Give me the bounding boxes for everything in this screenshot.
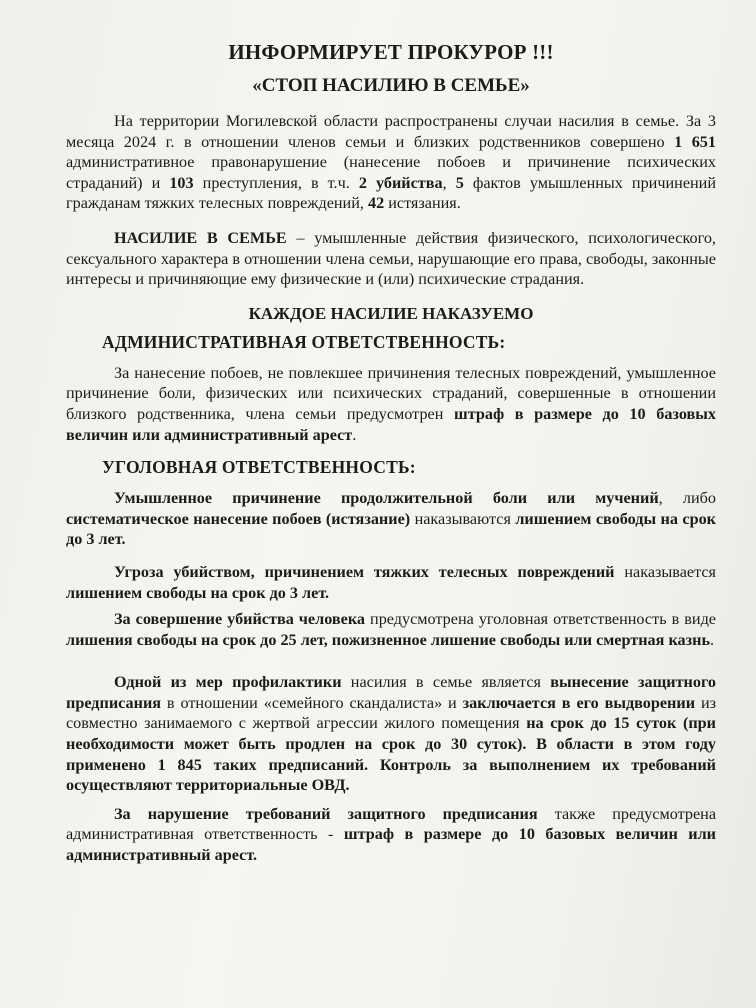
- stat-crimes: 103: [169, 173, 194, 192]
- text-run: административное правонарушение (нанесение побоев и причинение психических страданий) и: [66, 153, 716, 192]
- penalty-text: штраф в размере до 10 базовых величин или административный арест: [66, 404, 716, 444]
- stat-torture: 42: [367, 194, 385, 213]
- stat-injuries: 5: [455, 173, 464, 192]
- definition-text: – умышленные действия физического, психологического, сексуального характера в отношении члена семьи, нарушающие его права, свободы, законные интересы и причиняющие ему физические и (или) психические страдания.: [66, 228, 716, 289]
- text-run: фактов умышленных причинений гражданам тяжких телесных повреждений,: [66, 173, 716, 213]
- text-run: лишения свободы на срок до 25 лет, пожизненное лишение свободы или смертная казнь: [66, 630, 711, 649]
- text-run: в отношении «семейного скандалиста» и: [161, 693, 463, 712]
- text-run: Одной из мер профилактики: [114, 673, 342, 692]
- text-run: ,: [442, 173, 456, 192]
- text-run: За нарушение требований защитного предписания: [114, 804, 538, 823]
- text-run: заключается в его выдворении: [462, 693, 696, 712]
- definition-term: НАСИЛИЕ В СЕМЬЕ: [114, 228, 287, 247]
- heading-administrative-liability: АДМИНИСТРАТИВНАЯ ОТВЕТСТВЕННОСТЬ:: [102, 331, 506, 352]
- text-run: из совместно занимаемого с жертвой агрессии жилого помещения: [66, 693, 717, 733]
- text-run: насилия в семье является: [341, 673, 551, 692]
- criminal-paragraph-torture: [66, 488, 716, 550]
- definition-paragraph: [66, 228, 716, 290]
- text-run: Умышленное причинение продолжительной боли или мучений: [114, 489, 659, 508]
- text-run: , либо: [658, 489, 716, 508]
- text-run: предусмотрена уголовная ответственность в виде: [365, 610, 716, 629]
- intro-paragraph: [66, 111, 716, 214]
- text-run: наказывается: [614, 562, 717, 581]
- text-run: .: [710, 630, 715, 649]
- text-run: на срок до 15 суток (при необходимости может быть продлен на срок до 30 суток). В области в этом году применено 1 845 таких предписаний. Контроль за выполнением их требований осуществляют территориальные ОВД.: [66, 714, 716, 795]
- text-run: лишением свободы на срок до 3 лет.: [66, 509, 716, 549]
- prevention-paragraph: [66, 672, 716, 796]
- text-run: штраф в размере до 10 базовых величин или административный арест.: [66, 825, 716, 865]
- text-run: лишением свободы на срок до 3 лет.: [66, 583, 330, 602]
- stat-murders: 2 убийства: [358, 173, 443, 192]
- stat-offenses: 1 651: [674, 132, 716, 151]
- text-run: .: [352, 425, 357, 444]
- text-run: За нанесение побоев, не повлекшее причинения телесных повреждений, умышленное причинение боли, физических или психических страданий, совершенные в отношении близкого родственника, члена семьи предусмотрен: [66, 363, 716, 423]
- page-title: ИНФОРМИРУЕТ ПРОКУРОР !!!: [228, 40, 554, 64]
- text-run: вынесение защитного предписания: [66, 673, 716, 712]
- text-run: преступления, в т.ч.: [193, 173, 359, 192]
- text-run: наказываются: [410, 509, 516, 528]
- page-subtitle: «СТОП НАСИЛИЮ В СЕМЬЕ»: [252, 75, 530, 96]
- violation-paragraph: [66, 804, 716, 866]
- text-run: Угроза убийством, причинением тяжких телесных повреждений: [114, 562, 615, 581]
- text-run: На территории Могилевской области распространены случаи насилия в семье. За 3 месяца 2024 г. в отношении членов семьи и близких родственников совершено: [66, 112, 716, 151]
- text-run: также предусмотрена административная ответственность -: [66, 804, 717, 844]
- text-run: истязания.: [384, 194, 461, 213]
- text-run: За совершение убийства человека: [114, 610, 365, 629]
- administrative-paragraph: [66, 363, 716, 445]
- heading-every-violence-punishable: КАЖДОЕ НАСИЛИЕ НАКАЗУЕМО: [248, 303, 534, 323]
- criminal-paragraph-threat: [66, 562, 716, 603]
- heading-criminal-liability: УГОЛОВНАЯ ОТВЕТСТВЕННОСТЬ:: [102, 457, 416, 478]
- criminal-paragraph-murder: [66, 609, 716, 650]
- text-run: систематическое нанесение побоев (истязание): [66, 509, 411, 528]
